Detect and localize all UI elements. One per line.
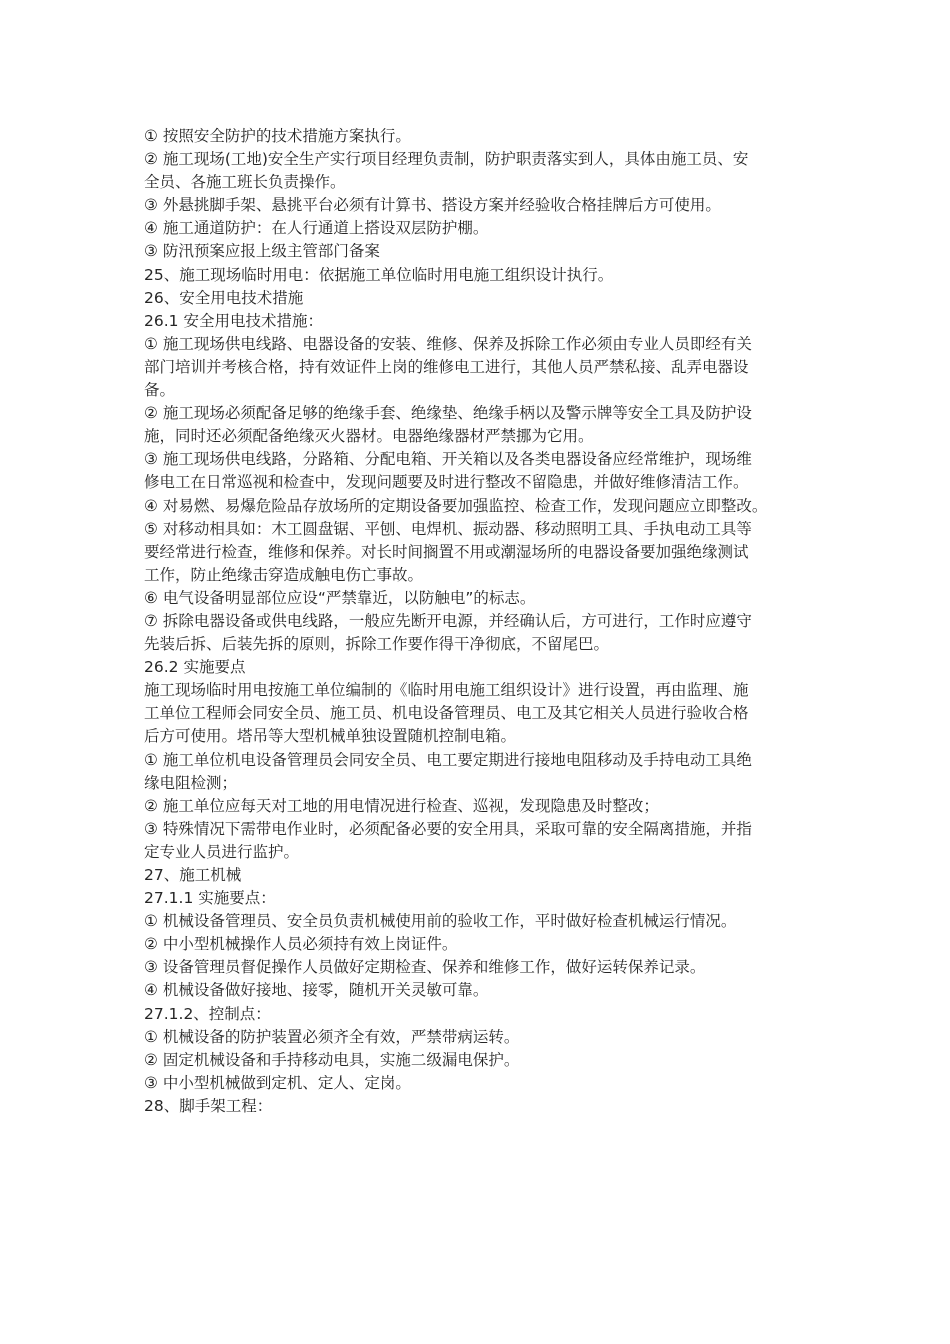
text-line: 修电工在日常巡视和检查中，发现问题要及时进行整改不留隐患，并做好维修清洁工作。 <box>144 473 749 492</box>
subsection-heading: 26.1 安全用电技术措施： <box>144 311 323 330</box>
text-line: ② 施工现场(工地)安全生产实行项目经理负责制，防护职责落实到人，具体由施工员、安 <box>144 150 749 169</box>
text-line: ⑦ 拆除电器设备或供电线路，一般应先断开电源，并经确认后，方可进行，工作时应遵守 <box>144 611 752 630</box>
text-line: 工作，防止绝缘击穿造成触电伤亡事故。 <box>144 565 424 584</box>
text-line: ① 施工单位机电设备管理员会同安全员、电工要定期进行接地电阻移动及手持电动工具绝 <box>144 750 752 769</box>
subsection-heading: 27.1.2、控制点： <box>144 1004 271 1023</box>
text-line: ② 施工现场必须配备足够的绝缘手套、绝缘垫、绝缘手柄以及警示牌等安全工具及防护设 <box>144 404 752 423</box>
section-heading: 27、施工机械 <box>144 866 242 884</box>
text-line: ④ 机械设备做好接地、接零，随机开关灵敏可靠。 <box>144 981 489 1000</box>
subsection-heading: 26.2 实施要点 <box>144 658 246 677</box>
text-line: 部门培训并考核合格，持有效证件上岗的维修电工进行，其他人员严禁私接、乱弄电器设 <box>144 357 749 376</box>
text-line: 缘电阻检测； <box>144 773 238 792</box>
text-line: ③ 防汛预案应报上级主管部门备案 <box>144 242 380 261</box>
subsection-heading: 27.1.1 实施要点： <box>144 889 276 908</box>
text-line: 后方可使用。塔吊等大型机械单独设置随机控制电箱。 <box>144 727 517 746</box>
text-line: 施，同时还必须配备绝缘灭火器材。电器绝缘器材严禁挪为它用。 <box>144 427 594 446</box>
text-line: ② 中小型机械操作人员必须持有效上岗证件。 <box>144 935 458 954</box>
section-heading: 26、安全用电技术措施 <box>144 288 304 307</box>
text-line: 定专业人员进行监护。 <box>144 842 300 861</box>
section-heading: 25、施工现场临时用电：依据施工单位临时用电施工组织设计执行。 <box>144 265 614 284</box>
text-line: ③ 中小型机械做到定机、定人、定岗。 <box>144 1073 411 1092</box>
document-body <box>144 125 814 1118</box>
text-line: 全员、各施工班长负责操作。 <box>144 173 346 192</box>
text-line: ① 按照安全防护的技术措施方案执行。 <box>144 127 411 145</box>
text-line: ② 施工单位应每天对工地的用电情况进行检查、巡视，发现隐患及时整改； <box>144 796 659 815</box>
text-line: ④ 施工通道防护：在人行通道上搭设双层防护棚。 <box>144 219 489 238</box>
text-line: ③ 外悬挑脚手架、悬挑平台必须有计算书、搭设方案并经验收合格挂牌后方可使用。 <box>144 196 721 215</box>
text-line: ① 机械设备管理员、安全员负责机械使用前的验收工作，平时做好检查机械运行情况。 <box>144 912 737 931</box>
section-heading: 28、脚手架工程： <box>144 1096 273 1115</box>
text-line: 工单位工程师会同安全员、施工员、机电设备管理员、电工及其它相关人员进行验收合格 <box>144 704 749 723</box>
text-line: ① 施工现场供电线路、电器设备的安装、维修、保养及拆除工作必须由专业人员即经有关 <box>144 334 752 353</box>
text-line: ⑤ 对移动相具如：木工圆盘锯、平刨、电焊机、振动器、移动照明工具、手执电动工具等 <box>144 519 752 538</box>
text-line: 要经常进行检查，维修和保养。对长时间搁置不用或潮湿场所的电器设备要加强绝缘测试 <box>144 542 749 561</box>
text-line: ② 固定机械设备和手持移动电具，实施二级漏电保护。 <box>144 1050 520 1069</box>
text-line: ④ 对易燃、易爆危险品存放场所的定期设备要加强监控、检查工作，发现问题应立即整改。 <box>144 496 768 515</box>
text-line: 先装后拆、后装先拆的原则，拆除工作要作得干净彻底，不留尾巴。 <box>144 635 610 654</box>
text-line: ③ 特殊情况下需带电作业时，必须配备必要的安全用具，采取可靠的安全隔离措施，并指 <box>144 819 752 838</box>
text-line: 备。 <box>144 381 176 400</box>
text-line: ⑥ 电气设备明显部位应设“严禁靠近，以防触电”的标志。 <box>144 588 536 607</box>
text-line: 施工现场临时用电按施工单位编制的《临时用电施工组织设计》进行设置，再由监理、施 <box>144 681 749 700</box>
text-line: ① 机械设备的防护装置必须齐全有效，严禁带病运转。 <box>144 1027 520 1046</box>
text-line: ③ 设备管理员督促操作人员做好定期检查、保养和维修工作，做好运转保养记录。 <box>144 958 706 977</box>
text-line: ③ 施工现场供电线路，分路箱、分配电箱、开关箱以及各类电器设备应经常维护，现场维 <box>144 450 752 469</box>
